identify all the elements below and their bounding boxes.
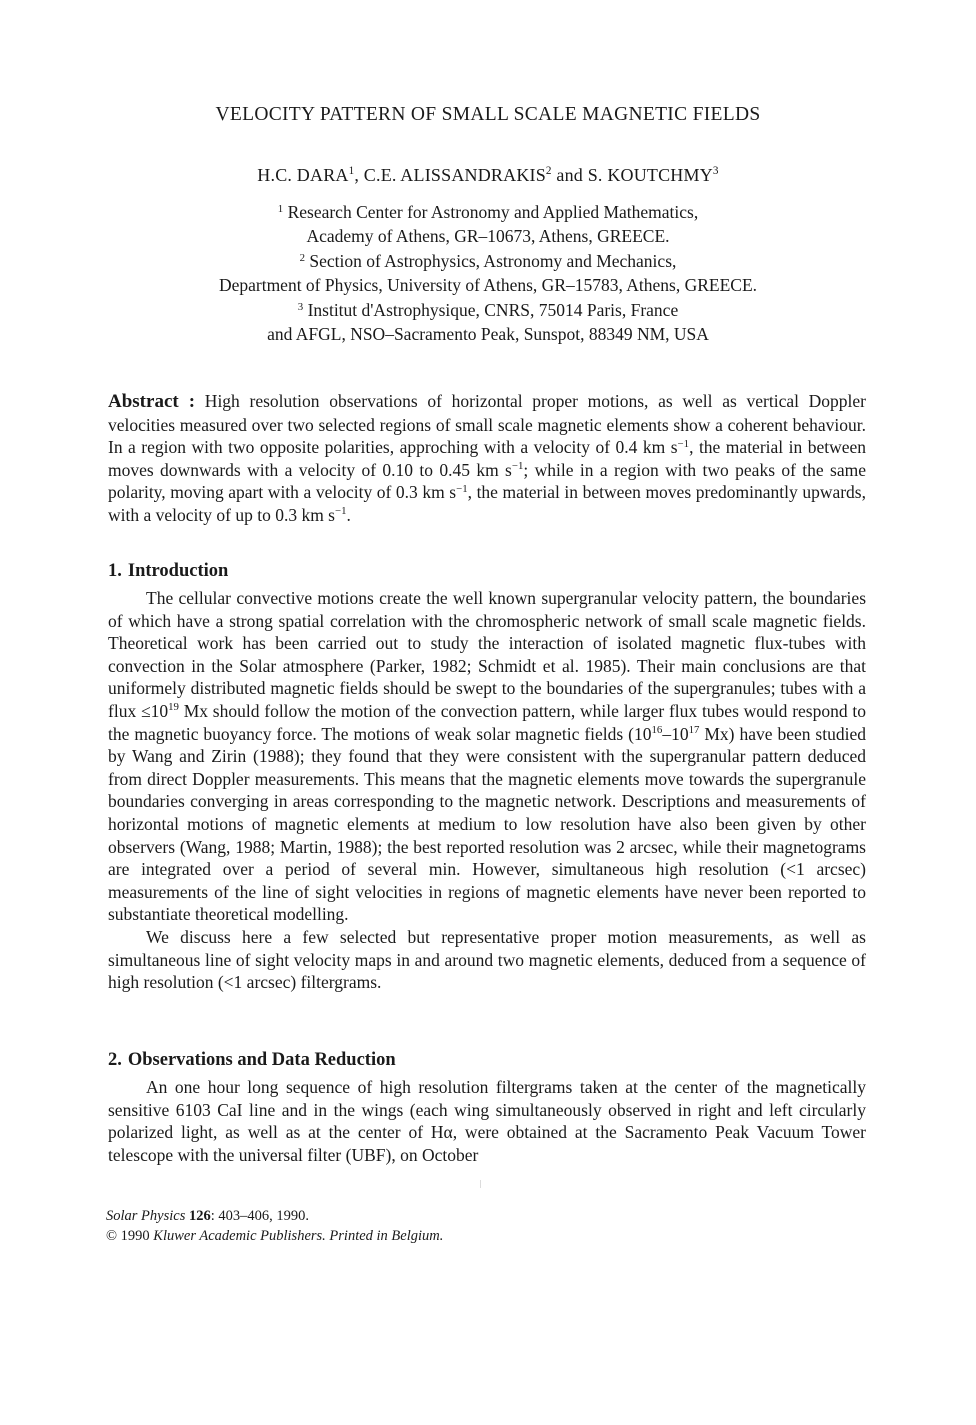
- abstract-text: , the material in between moves downwards with a velocity of 0.10 to 0.45 km s: [108, 437, 867, 480]
- paper-title: VELOCITY PATTERN OF SMALL SCALE MAGNETIC FIELDS: [215, 104, 761, 125]
- paragraph: [108, 587, 866, 926]
- paragraph-text: Mx) have been studied by Wang and Zirin (1988); they found that they were consistent with the supergranular pattern deduced from direct Doppler measurements. This means that the magnetic elements move towards the supergranule boundaries converging in areas corresponding to the magnetic network. Descriptions and measurements of horizontal motions of magnetic elements at medium to low resolution have also been given by other observers (Wang, 1988; Martin, 1988); the best reported resolution was 2 arcsec, while their magnetograms are integrated over a period of several min. However, simultaneous high resolution (<1 arcsec) measurements of the line of sight velocities in regions of magnetic elements have never been reported to substantiate theoretical modelling.: [108, 723, 866, 925]
- paragraph-text: The cellular convective motions create the well known supergranular velocity pattern, the boundaries of which have a strong spatial correlation with the chromospheric network of small scale magnetic fields. Theoretical work has been carried out to study the interaction of isolated magnetic flux-tubes with convection in the Solar atmosphere (Parker, 1982; Schmidt et al. 1985). Their main conclusions are that uniformely distributed magnetic fields should be swept to the boundaries of the supergranules; tubes with a flux ≤10: [108, 588, 866, 721]
- exponent: 16: [651, 724, 663, 737]
- journal-pages: : 403–406, 1990.: [210, 1208, 309, 1224]
- section-title: Introduction: [127, 561, 229, 581]
- abstract: [108, 390, 866, 527]
- paragraph: We discuss here a few selected but representative proper motion measurements, as well as simultaneous line of sight velocity maps in and around two magnetic elements, deduced from a sequence of high resolution (<1 arcsec) filtergrams.: [108, 926, 866, 993]
- affiliation-1: [0, 200, 976, 248]
- affiliation-line: and AFGL, NSO–Sacramento Peak, Sunspot, 88349 NM, USA: [267, 324, 709, 344]
- paragraph: An one hour long sequence of high resolution filtergrams taken at the center of the magnetically sensitive 6103 CaI line and in the wings (each wing simultaneously observed in right and left circularly polarized light, as well as at the center of Hα, were obtained at the Sacramento Peak Vacuum Tower telescope with the universal filter (UBF), on October: [108, 1077, 866, 1165]
- section-introduction: [108, 587, 866, 994]
- author-separator: ,: [354, 165, 364, 185]
- journal-volume: 126: [188, 1208, 211, 1224]
- affiliation-mark: 1: [277, 202, 284, 215]
- section-number: 2.: [108, 1050, 122, 1070]
- affiliation-mark: 3: [297, 300, 304, 313]
- exponent: 19: [168, 701, 179, 714]
- exponent: −1: [511, 460, 524, 473]
- section-heading-introduction: [108, 560, 866, 583]
- abstract-label: Abstract :: [108, 391, 196, 412]
- abstract-text: High resolution observations of horizontal proper motions, as well as vertical Doppler velocities measured over two selected regions of small scale magnetic elements show a coherent behaviour. In a region with two opposite polarities, approching with a velocity of 0.4 km s: [108, 391, 867, 458]
- section-heading-observations: [108, 1049, 866, 1072]
- affiliation-line: Section of Astrophysics, Astronomy and Mechanics,: [309, 251, 677, 271]
- journal-name: Solar Physics: [106, 1208, 186, 1224]
- author-separator: and: [551, 165, 588, 185]
- paragraph-text: Mx should follow the motion of the convection pattern, while larger flux tubes would respond to the magnetic buoyancy force. The motions of weak solar magnetic fields (10: [108, 700, 866, 744]
- exponent: −1: [335, 505, 347, 518]
- affiliation-2: [0, 249, 976, 297]
- affiliation-line: Institut d'Astrophysique, CNRS, 75014 Paris, France: [307, 300, 679, 320]
- affiliation-line: Department of Physics, University of Athens, GR–15783, Athens, GREECE.: [218, 275, 758, 295]
- author-name: C.E. ALISSANDRAKIS: [363, 165, 546, 185]
- affiliation-line: Academy of Athens, GR–10673, Athens, GREECE.: [306, 226, 670, 246]
- affiliation-3: [0, 298, 976, 346]
- paragraph-text: –10: [662, 723, 689, 744]
- affiliation-line: Research Center for Astronomy and Applied Mathematics,: [287, 202, 699, 222]
- section-observations: [108, 1076, 866, 1166]
- affiliation-mark: 1: [348, 165, 355, 178]
- author-line: [0, 165, 976, 186]
- exponent: −1: [677, 437, 690, 450]
- author-name: S. KOUTCHMY: [587, 165, 713, 185]
- copyright-symbol: © 1990: [106, 1228, 154, 1244]
- affiliation-mark: 2: [545, 165, 552, 178]
- divider: [480, 1180, 481, 1188]
- affiliation-mark: 2: [299, 251, 306, 264]
- section-number: 1.: [108, 561, 122, 581]
- publisher-line: Kluwer Academic Publishers. Printed in Belgium.: [153, 1228, 444, 1244]
- abstract-text: , the material in between moves predominantly upwards, with a velocity of up to 0.3 km s: [108, 482, 866, 525]
- abstract-text: ; while in a region with two peaks of the same polarity, moving apart with a velocity of 0.3 km s: [108, 459, 867, 503]
- abstract-text: .: [346, 504, 351, 525]
- exponent: 17: [688, 724, 700, 737]
- exponent: −1: [456, 482, 468, 495]
- section-title: Observations and Data Reduction: [127, 1050, 396, 1070]
- affiliation-mark: 3: [712, 165, 719, 178]
- page-footer: [106, 1206, 443, 1246]
- author-name: H.C. DARA: [257, 165, 349, 185]
